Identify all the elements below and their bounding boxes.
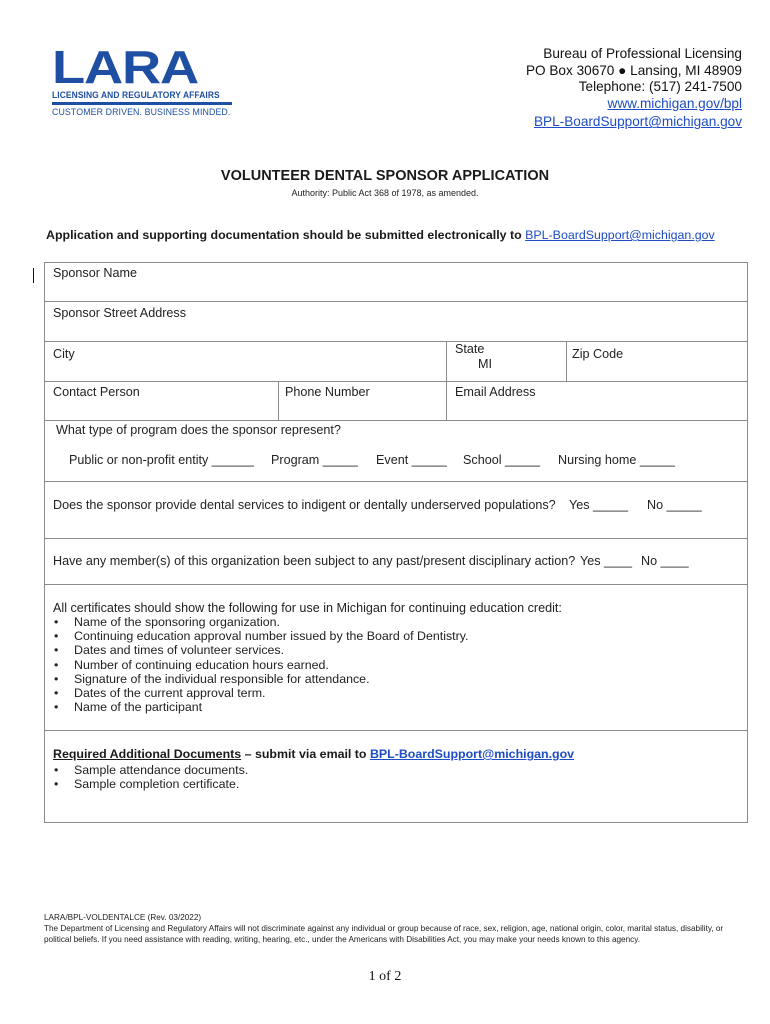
bureau-telephone: Telephone: (517) 241-7500: [578, 79, 742, 95]
certificates-intro: All certificates should show the following for use in Michigan for continuing education credit:: [53, 601, 562, 615]
zip-code-field[interactable]: Zip Code: [572, 347, 624, 361]
page-number: 1 of 2: [368, 969, 402, 984]
row-divider: [45, 481, 747, 482]
footer: [44, 912, 744, 945]
required-documents-list: [53, 763, 248, 791]
disciplinary-no-option[interactable]: No ____: [641, 554, 689, 568]
authority-note: Authority: Public Act 368 of 1978, as amended.: [291, 188, 479, 198]
indigent-question: Does the sponsor provide dental services to indigent or dentally underserved populations?: [53, 498, 556, 512]
city-field[interactable]: City: [53, 347, 75, 361]
program-option-public[interactable]: Public or non-profit entity ______: [69, 453, 254, 467]
bureau-contact: [526, 46, 742, 131]
list-item: • Dates of the current approval term.: [53, 686, 468, 700]
email-address-field[interactable]: Email Address: [455, 385, 536, 399]
column-divider: [278, 381, 279, 420]
logo-line-1: LICENSING AND REGULATORY AFFAIRS: [52, 90, 220, 100]
bureau-name: Bureau of Professional Licensing: [543, 46, 742, 61]
submission-email-link[interactable]: BPL-BoardSupport@michigan.gov: [525, 228, 715, 242]
bureau-website-link[interactable]: www.michigan.gov/bpl: [607, 95, 742, 111]
required-documents-heading: [53, 747, 574, 761]
row-divider: [45, 301, 747, 302]
list-item: • Name of the sponsoring organization.: [53, 615, 468, 629]
bureau-address: PO Box 30670 ● Lansing, MI 48909: [525, 62, 742, 78]
column-divider: [446, 381, 447, 420]
page-title: VOLUNTEER DENTAL SPONSOR APPLICATION: [220, 168, 550, 184]
row-divider: [45, 584, 747, 585]
list-item: • Number of continuing education hours earned.: [53, 658, 468, 672]
logo-wordmark: LARA: [52, 41, 199, 93]
submission-text: Application and supporting documentation should be submitted electronically to: [46, 228, 526, 242]
submission-instructions: [46, 228, 715, 242]
non-discrimination-notice: The Department of Licensing and Regulatory Affairs will not discriminate against any individual or group because of race, sex, religion, age, national origin, color, marital status, disability, or political beliefs. If you need assistance with reading, writing, hearing, etc., under the Americans with Disabilities Act, you may make your needs known to this agency.: [44, 924, 724, 944]
logo-rule: [52, 102, 232, 105]
program-option-school[interactable]: School _____: [463, 453, 541, 467]
indigent-yes-option[interactable]: Yes _____: [569, 498, 629, 512]
certificates-list: [53, 615, 468, 714]
row-divider: [45, 341, 747, 342]
text-cursor: [33, 268, 34, 283]
list-item: • Sample attendance documents.: [53, 763, 248, 777]
contact-person-field[interactable]: Contact Person: [53, 385, 140, 399]
row-divider: [45, 730, 747, 731]
disciplinary-question: Have any member(s) of this organization been subject to any past/present disciplinary action?: [53, 554, 576, 568]
row-divider: [45, 420, 747, 421]
sponsor-street-field[interactable]: Sponsor Street Address: [53, 306, 187, 320]
column-divider: [566, 341, 567, 381]
sponsor-name-field[interactable]: Sponsor Name: [53, 266, 137, 280]
state-value[interactable]: MI: [478, 357, 492, 371]
row-divider: [45, 381, 747, 382]
list-item: • Signature of the individual responsible for attendance.: [53, 672, 468, 686]
phone-number-field[interactable]: Phone Number: [285, 385, 370, 399]
lara-logo: [52, 41, 236, 122]
disciplinary-yes-option[interactable]: Yes ____: [580, 554, 633, 568]
program-option-nursing-home[interactable]: Nursing home _____: [558, 453, 675, 467]
column-divider: [446, 341, 447, 381]
program-type-question: What type of program does the sponsor represent?: [56, 423, 341, 437]
list-item: • Continuing education approval number issued by the Board of Dentistry.: [53, 629, 468, 643]
state-label: State: [455, 342, 485, 356]
form-id: LARA/BPL-VOLDENTALCE (Rev. 03/2022): [44, 913, 202, 922]
required-heading-text: Required Additional Documents: [53, 747, 242, 761]
required-email-link[interactable]: BPL-BoardSupport@michigan.gov: [369, 747, 575, 761]
list-item: • Dates and times of volunteer services.: [53, 643, 468, 657]
list-item: • Sample completion certificate.: [53, 777, 248, 791]
logo-line-2: CUSTOMER DRIVEN. BUSINESS MINDED.: [52, 107, 231, 118]
row-divider: [45, 538, 747, 539]
required-instruction-text: – submit via email to: [241, 747, 370, 761]
bureau-email-link[interactable]: BPL-BoardSupport@michigan.gov: [533, 114, 742, 130]
program-option-program[interactable]: Program _____: [271, 453, 358, 467]
indigent-no-option[interactable]: No _____: [647, 498, 702, 512]
list-item: • Name of the participant: [53, 700, 468, 714]
program-option-event[interactable]: Event _____: [376, 453, 447, 467]
application-form: [44, 262, 748, 823]
